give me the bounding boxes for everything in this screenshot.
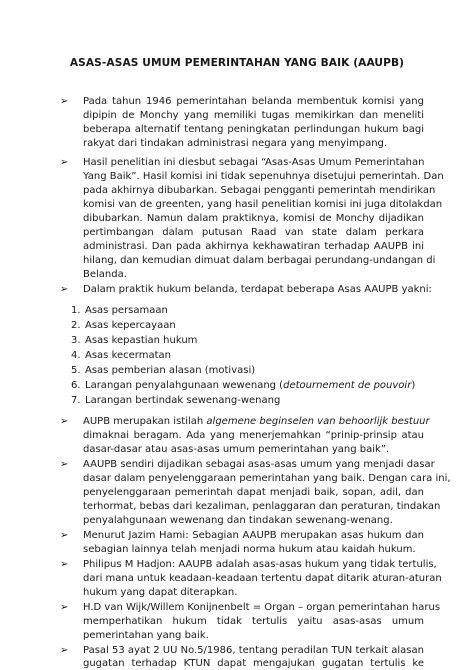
p7-line-2: dari mana untuk keadaan-keadaan tertentu dapat ditarik aturan-aturan <box>83 573 442 584</box>
list-number: 7. <box>71 395 81 406</box>
list-number: 3. <box>71 335 81 346</box>
list-number: 5. <box>71 365 81 376</box>
bullet-icon: ➢ <box>60 645 69 656</box>
bullet-icon: ➢ <box>60 157 69 168</box>
list-item-italic: detournement de pouvoir <box>283 380 412 391</box>
list-item: Asas pemberian alasan (motivasi) <box>85 365 256 376</box>
bullet-icon: ➢ <box>60 459 69 470</box>
p6-line-2: sebagian lainnya telah menjadi norma hukum atau kaidah hukum. <box>83 544 416 555</box>
p4-line-1 <box>83 416 430 428</box>
p5-line-3: penyelenggaraan pemerintah dapat menjadi baik, sopan, adil, dan <box>83 487 424 498</box>
p5-line-5: penyalahgunaan wewenang dan tindakan sewenang-wenang. <box>83 515 393 526</box>
p8-line-2: memperhatikan hukum tidak tertulis yaitu asas-asas umum <box>83 616 424 627</box>
list-item: Asas persamaan <box>85 305 168 316</box>
p5-line-2: dasar dalam penyelenggaraan pemerintahan yang baik. Dengan cara ini, <box>83 473 451 484</box>
p2-line-8: hilang, dan kemudian dimuat dalam berbagai perundang-undangan di <box>83 255 436 266</box>
p1-line-3: beberapa alternatif tentang peningkatan perlindungan hukum bagi <box>83 124 424 135</box>
list-number: 2. <box>71 320 81 331</box>
list-item: Larangan bertindak sewenang-wenang <box>85 395 281 406</box>
p4-line-1-italic: algemene beginselen van behoorlijk bestuur <box>206 416 430 427</box>
p9-line-1: Pasal 53 ayat 2 UU No.5/1986, tentang peradilan TUN terkait alasan <box>83 645 424 656</box>
p1-line-1: Pada tahun 1946 pemerintahan belanda membentuk komisi yang <box>83 96 424 107</box>
p1-line-4: rakyat dari tindakan administrasi negara yang menyimpang. <box>83 138 388 149</box>
bullet-icon: ➢ <box>60 602 69 613</box>
bullet-icon: ➢ <box>60 530 69 541</box>
p5-line-1: AAUPB sendiri dijadikan sebagai asas-asas umum yang menjadi dasar <box>83 459 435 470</box>
p2-line-2: Yang Baik”. Hasil komisi ini tidak sepenuhnya disetujui pemerintah. Dan <box>83 171 444 182</box>
list-number: 4. <box>71 350 81 361</box>
p4-line-3: dasar-dasar atau asas-asas umum pemerintahan yang baik”. <box>83 444 390 455</box>
p4-line-2: dimaknai beragam. Ada yang menerjemahkan “prinip-prinsip atau <box>83 430 424 441</box>
bullet-icon: ➢ <box>60 284 69 295</box>
p3-line: Dalam praktik hukum belanda, terdapat beberapa Asas AAUPB yakni: <box>83 284 432 295</box>
p1-line-2: dipipin de Monchy yang memiliki tugas memikirkan dan meneliti <box>83 110 424 121</box>
list-item: Asas kepercayaan <box>85 320 176 331</box>
p2-line-3: pada akhirnya dibubarkan. Sebagai pengganti pemerintah mendirikan <box>83 185 436 196</box>
list-item-text-after: ) <box>411 380 416 391</box>
p5-line-4: terhormat, bebas dari kezaliman, penlaggaran dan peraturan, tindakan <box>83 501 441 512</box>
list-item <box>85 380 415 392</box>
p6-line-1: Menurut Jazim Hami: Sebagian AAUPB merupakan asas hukum dan <box>83 530 424 541</box>
list-item: Asas kecermatan <box>85 350 171 361</box>
p4-line-1-text: AUPB merupakan istilah <box>83 416 207 427</box>
bullet-icon: ➢ <box>60 416 69 427</box>
p2-line-6: pertimbangan dalam putusan Raad van state dalam perkara <box>83 227 424 238</box>
p2-line-9: Belanda. <box>83 269 127 280</box>
p2-line-4: komisi van de greenten, yang hasil penelitian komisi ini juga ditolakdan <box>83 199 443 210</box>
p9-line-2: gugatan terhadap KTUN dapat mengajukan gugatan tertulis ke <box>83 658 424 669</box>
list-number: 6. <box>71 380 81 391</box>
p8-line-1: H.D van Wijk/Willem Konijnenbelt = Organ – organ pemerintahan harus <box>83 602 441 613</box>
list-number: 1. <box>71 305 81 316</box>
bullet-icon: ➢ <box>60 96 69 107</box>
bullet-icon: ➢ <box>60 559 69 570</box>
document-title: ASAS-ASAS UMUM PEMERINTAHAN YANG BAIK (AAUPB) <box>69 57 405 69</box>
p8-line-3: pemerintahan yang baik. <box>83 630 209 641</box>
list-item: Asas kepastian hukum <box>85 335 198 346</box>
p2-line-1: Hasil penelitian ini diesbut sebagai “Asas-Asas Umum Pemerintahan <box>83 157 425 168</box>
p7-line-3: hukum yang dapat diterapkan. <box>83 587 238 598</box>
p2-line-7: administrasi. Dan pada akhirnya kekhawatiran terhadap AAUPB ini <box>83 241 424 252</box>
p7-line-1: Philipus M Hadjon: AAUPB adalah asas-asas hukum yang tidak tertulis, <box>83 559 437 570</box>
p2-line-5: dibubarkan. Namun dalam praktiknya, komisi de Monchy dijadikan <box>83 213 424 224</box>
list-item-text: Larangan penyalahgunaan wewenang ( <box>85 380 284 391</box>
